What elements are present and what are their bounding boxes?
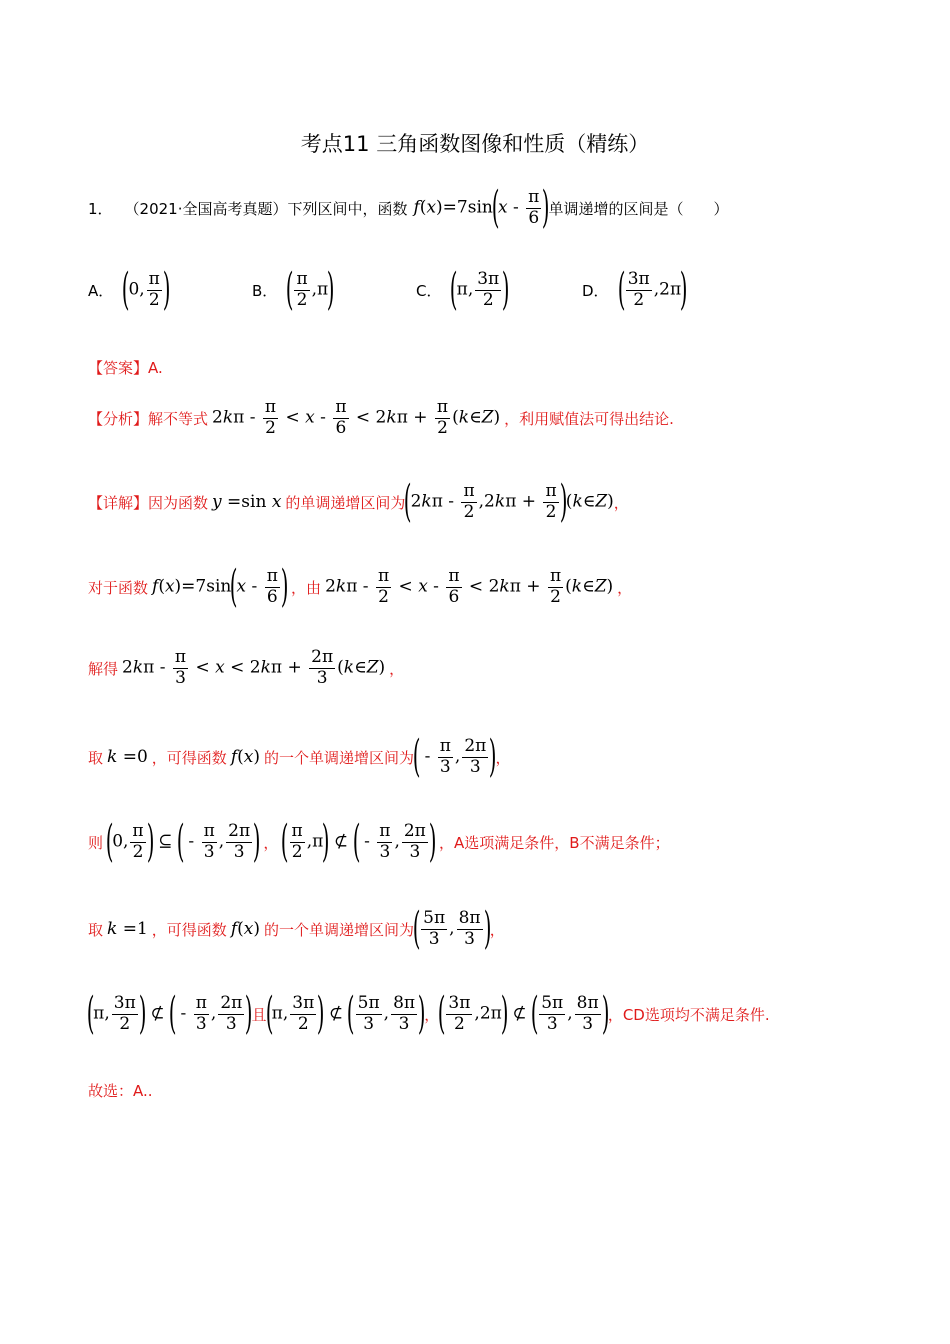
page-title: 考点11 三角函数图像和性质（精练）: [300, 132, 650, 156]
detail-line-1: 【详解】 因为函数 y =sin x 的单调递增区间为 (2kπ - $\frac{\pi}{2}$ ,2kπ + $\frac{\pi}{2}$ )(k∈Z) ，: [88, 476, 629, 527]
question-stem: [88, 182, 729, 233]
option-d: D． ( $\frac{3\pi}{2}$ ,2π): [582, 264, 688, 315]
answer-text: A.: [148, 359, 163, 377]
conclusion: 故选：A..: [88, 1082, 153, 1100]
answer-line: [88, 357, 163, 378]
option-a: A． (0, $\frac{\pi}{2}$ ): [88, 264, 171, 315]
detail-line-6: 取 k =1 ，可得函数 f(x) 的一个单调递增区间为 ( $\frac{5\pi}{3}$ , $\frac{8\pi}{3}$ ) ，: [88, 903, 505, 954]
detail-line-4: 取 k =0 ，可得函数 f(x) 的一个单调递增区间为 ( - $\frac{\pi}{3}$ , $\frac{2\pi}{3}$ ) ，: [88, 731, 511, 782]
detail-line-3: 解得 2kπ - $\frac{\pi}{3}$ < x < 2kπ + $\frac{2\pi}{3}$ (k∈Z) ，: [88, 647, 405, 688]
question-stem-end: 单调递增的区间是（ ）: [548, 199, 729, 218]
question-number: 1．: [88, 199, 113, 218]
detail-line-7: (π, $\frac{3\pi}{2}$ ) ⊄ ( - $\frac{\pi}{3}$ , $\frac{2\pi}{3}$ ) 且 (π, $\frac{3\pi}{2}$ ) ⊄ ( $\frac{5\pi}{3}$ , $\frac{8\pi}{3}$ ) ， ( $\frac{3\pi}{2}$ ,2π) ⊄ ( $\frac{5\pi}{3}$ , $\frac{8\pi}{3}$ ) ，CD选项均不满足条件.: [86, 988, 770, 1039]
answer-tag: 【答案】: [88, 359, 149, 377]
analysis-line: 【分析】 解不等式 2kπ - $\frac{\pi}{2}$ < x - $\frac{\pi}{6}$ < 2kπ + $\frac{\pi}{2}$ (k∈Z) ，利用赋值法可得出结论.: [88, 397, 674, 438]
question-source: （2021·全国高考真题）下列区间中，函数: [124, 199, 408, 218]
detail-line-2: 对于函数 f(x)=7sin(x - $\frac{\pi}{6}$ ) ，由 2kπ - $\frac{\pi}{2}$ < x - $\frac{\pi}{6}$ < 2kπ + $\frac{\pi}{2}$ (k∈Z) ，: [88, 561, 633, 612]
option-c: C． (π, $\frac{3\pi}{2}$ ): [416, 264, 510, 315]
question-function: f(x)=7sin(x - $\frac{\pi}{6}$ ): [413, 182, 550, 233]
option-b: B． ( $\frac{\pi}{2}$ ,π): [252, 264, 335, 315]
detail-line-5: 则 (0, $\frac{\pi}{2}$ ) ⊆ ( - $\frac{\pi}{3}$ , $\frac{2\pi}{3}$ ) ， ( $\frac{\pi}{2}$ ,π) ⊄ ( - $\frac{\pi}{3}$ , $\frac{2\pi}{3}$ ) ，A选项满足条件，B不满足条件；: [88, 816, 670, 867]
